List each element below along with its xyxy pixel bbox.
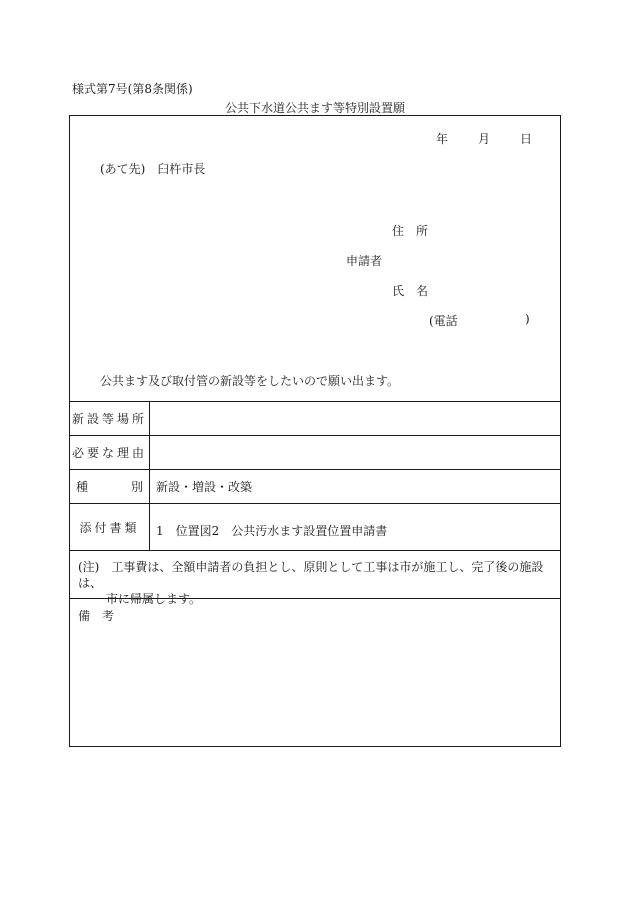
phone-close-paren: ) <box>525 312 530 326</box>
date-line <box>436 130 532 147</box>
application-form <box>69 115 561 747</box>
table-row <box>70 435 560 469</box>
location-label: 新設等場所 <box>70 402 150 435</box>
attachments-label: 添付書類 <box>70 504 150 550</box>
reason-field[interactable] <box>150 436 560 469</box>
month-label: 月 <box>477 132 490 146</box>
day-label: 日 <box>519 132 532 146</box>
type-value: 新設・増設・改築 <box>156 480 253 494</box>
note <box>70 550 560 606</box>
table-row <box>70 503 560 550</box>
table-row <box>70 401 560 435</box>
location-field[interactable] <box>150 402 560 435</box>
attachment-item: 2 公共汚水ます設置位置申請書 <box>211 524 388 538</box>
form-number: 様式第7号(第8条関係) <box>72 82 193 96</box>
remarks-section[interactable] <box>70 598 560 748</box>
name-label: 氏 名 <box>392 284 429 298</box>
type-label <box>70 470 150 503</box>
year-label: 年 <box>435 132 448 146</box>
table-row <box>70 469 560 503</box>
note-line-2: 市に帰属します。 <box>106 592 202 606</box>
attachments-list <box>150 504 560 550</box>
type-label-a: 種 <box>76 480 89 494</box>
address-label: 住 所 <box>392 224 429 238</box>
type-label-b: 別 <box>130 480 143 494</box>
phone-label: (電話 <box>429 314 458 328</box>
request-statement: 公共ます及び取付管の新設等をしたいので願い出ます。 <box>100 374 400 388</box>
note-line-1: (注) 工事費は、全額申請者の負担とし、原則として工事は市が施工し、完了後の施設は、 <box>78 560 544 590</box>
applicant-label: 申請者 <box>346 254 383 268</box>
remarks-label: 備考 <box>78 609 127 623</box>
form-table <box>70 401 560 748</box>
reason-label: 必要な理由 <box>70 436 150 469</box>
attachment-item: 1 位置図 <box>156 524 212 538</box>
document-title: 公共下水道公共ます等特別設置願 <box>224 101 405 115</box>
addressee: (あて先) 臼杵市長 <box>100 162 206 176</box>
